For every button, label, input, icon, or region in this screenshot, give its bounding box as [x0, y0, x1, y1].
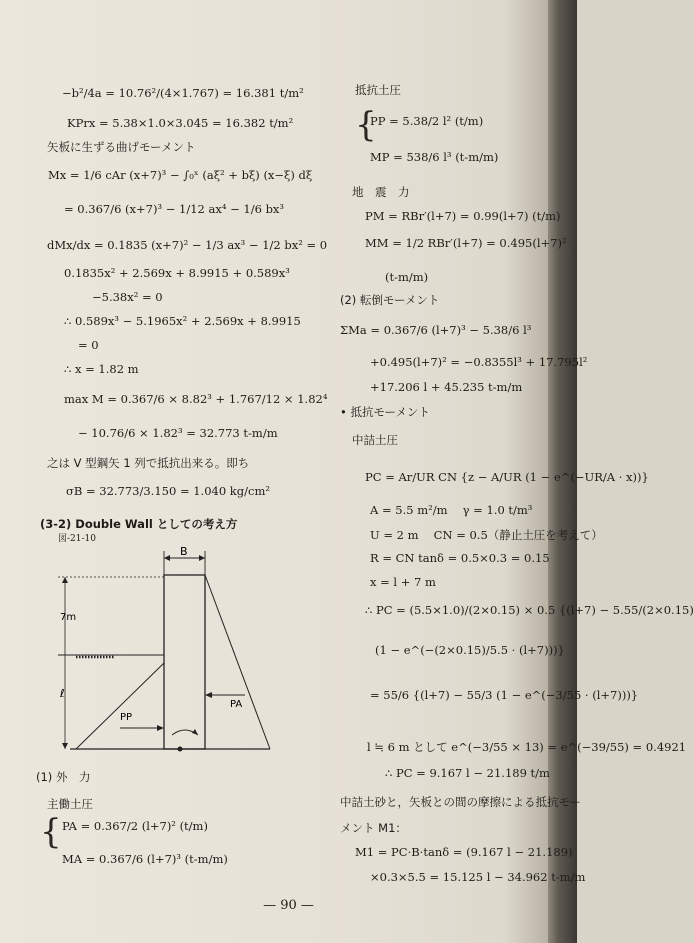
equation-line: MM = 1/2 RBr′(l+7) = 0.495(l+7)²	[365, 236, 567, 250]
equation-line: ∴ PC = (5.5×1.0)/(2×0.15) × 0.5 {(l+7) − 5.55/(2×0.15)	[365, 603, 694, 617]
heading-line: • 抵抗モーメント	[340, 405, 430, 419]
equation-line: A = 5.5 m²/m γ = 1.0 t/m³	[370, 503, 533, 517]
brace-right: {	[355, 105, 377, 145]
equation-line: PM = RBr′(l+7) = 0.99(l+7) (t/m)	[365, 209, 561, 223]
text-line: 之は V 型鋼矢 1 列で抵抗出来る。即ち	[47, 456, 250, 470]
page-number: — 90 —	[263, 898, 314, 913]
equation-line: max M = 0.367/6 × 8.82³ + 1.767/12 × 1.82⁴	[64, 392, 328, 406]
double-wall-figure	[40, 545, 280, 760]
equation-line: +17.206 l + 45.235 t-m/m	[370, 380, 523, 394]
equation-line: = 55/6 {(l+7) − 55/3 (1 − e^(−3/55 · (l+7)))}	[370, 688, 639, 702]
heading-line: 抵抗土圧	[355, 83, 401, 97]
equation-line: ∴ 0.589x³ − 5.1965x² + 2.569x + 8.9915	[64, 314, 301, 328]
wall-outline	[164, 575, 205, 749]
equation-line: 0.1835x² + 2.569x + 8.9915 + 0.589x³	[64, 266, 290, 280]
equation-line: ΣMa = 0.367/6 (l+7)³ − 5.38/6 l³	[340, 323, 532, 337]
heading-line: 矢板に生ずる曲げモーメント	[47, 140, 196, 154]
heading-line: 地 震 力	[352, 185, 410, 199]
subsection-heading: (2) 転倒モーメント	[340, 293, 440, 307]
equation-line: x = l + 7 m	[370, 575, 436, 589]
equation-line: ×0.3×5.5 = 15.125 l − 34.962 t-m/m	[370, 870, 586, 884]
brace-left: {	[40, 812, 62, 852]
equation-line: − 10.76/6 × 1.82³ = 32.773 t-m/m	[78, 426, 278, 440]
equation-line: PP = 5.38/2 l² (t/m)	[370, 114, 484, 128]
equation-line: U = 2 m CN = 0.5（静止土圧を考えて）	[370, 528, 603, 542]
dim-label-b: B	[180, 545, 188, 558]
dim-label-l: ℓ	[60, 687, 65, 700]
section-heading: (3-2) Double Wall としての考え方	[40, 517, 238, 531]
equation-line: = 0	[78, 338, 99, 352]
dim-label-7m: 7m	[60, 612, 77, 623]
equation-line: = 0.367/6 (x+7)³ − 1/12 ax⁴ − 1/6 bx³	[64, 202, 285, 216]
figure-label: 図-21-10	[58, 534, 96, 544]
equation-line: Mx = 1/6 cAr (x+7)³ − ∫₀ˣ (aξ² + bξ) (x−ξ) dξ	[48, 168, 313, 182]
equation-line: −b²/4a = 10.76²/(4×1.767) = 16.381 t/m²	[62, 86, 304, 100]
equation-line: +0.495(l+7)² = −0.8355l³ + 17.795l²	[370, 355, 588, 369]
equation-line: MP = 538/6 l³ (t-m/m)	[370, 150, 499, 164]
text-line: 主働土圧	[47, 797, 93, 811]
equation-line: MA = 0.367/6 (l+7)³ (t-m/m)	[62, 852, 228, 866]
equation-line: KPrx = 5.38×1.0×3.045 = 16.382 t/m²	[67, 116, 294, 130]
equation-line: dMx/dx = 0.1835 (x+7)² − 1/3 ax³ − 1/2 bx² = 0	[47, 238, 328, 252]
equation-line: (1 − e^(−(2×0.15)/5.5 · (l+7)))}	[375, 643, 565, 657]
equation-line: PA = 0.367/2 (l+7)² (t/m)	[62, 819, 208, 833]
equation-line: M1 = PC·B·tanδ = (9.167 l − 21.189)	[355, 845, 573, 859]
equation-line: (t-m/m)	[385, 270, 429, 284]
equation-line: ∴ x = 1.82 m	[64, 362, 139, 376]
equation-line: −5.38x² = 0	[92, 290, 163, 304]
subsection-heading: (1) 外 力	[36, 770, 91, 784]
equation-line: l ≒ 6 m として e^(−3/55 × 13) = e^(−39/55) = 0.4921	[367, 740, 687, 754]
text-line: 中詰土砂と，矢板との間の摩擦による抵抗モー	[340, 795, 582, 809]
equation-line: σB = 32.773/3.150 = 1.040 kg/cm²	[66, 484, 270, 498]
text-line: メント M1：	[340, 821, 407, 835]
equation-line: ∴ PC = 9.167 l − 21.189 t/m	[385, 766, 550, 780]
force-label-pa: PA	[230, 699, 243, 710]
equation-line: R = CN tanδ = 0.5×0.3 = 0.15	[370, 551, 550, 565]
equation-line: PC = Ar/UR CN {z − A/UR (1 − e^(−UR/A · x))}	[365, 470, 649, 484]
force-label-pp: PP	[120, 712, 133, 723]
heading-line: 中詰土圧	[352, 433, 398, 447]
pivot-point	[178, 747, 183, 752]
